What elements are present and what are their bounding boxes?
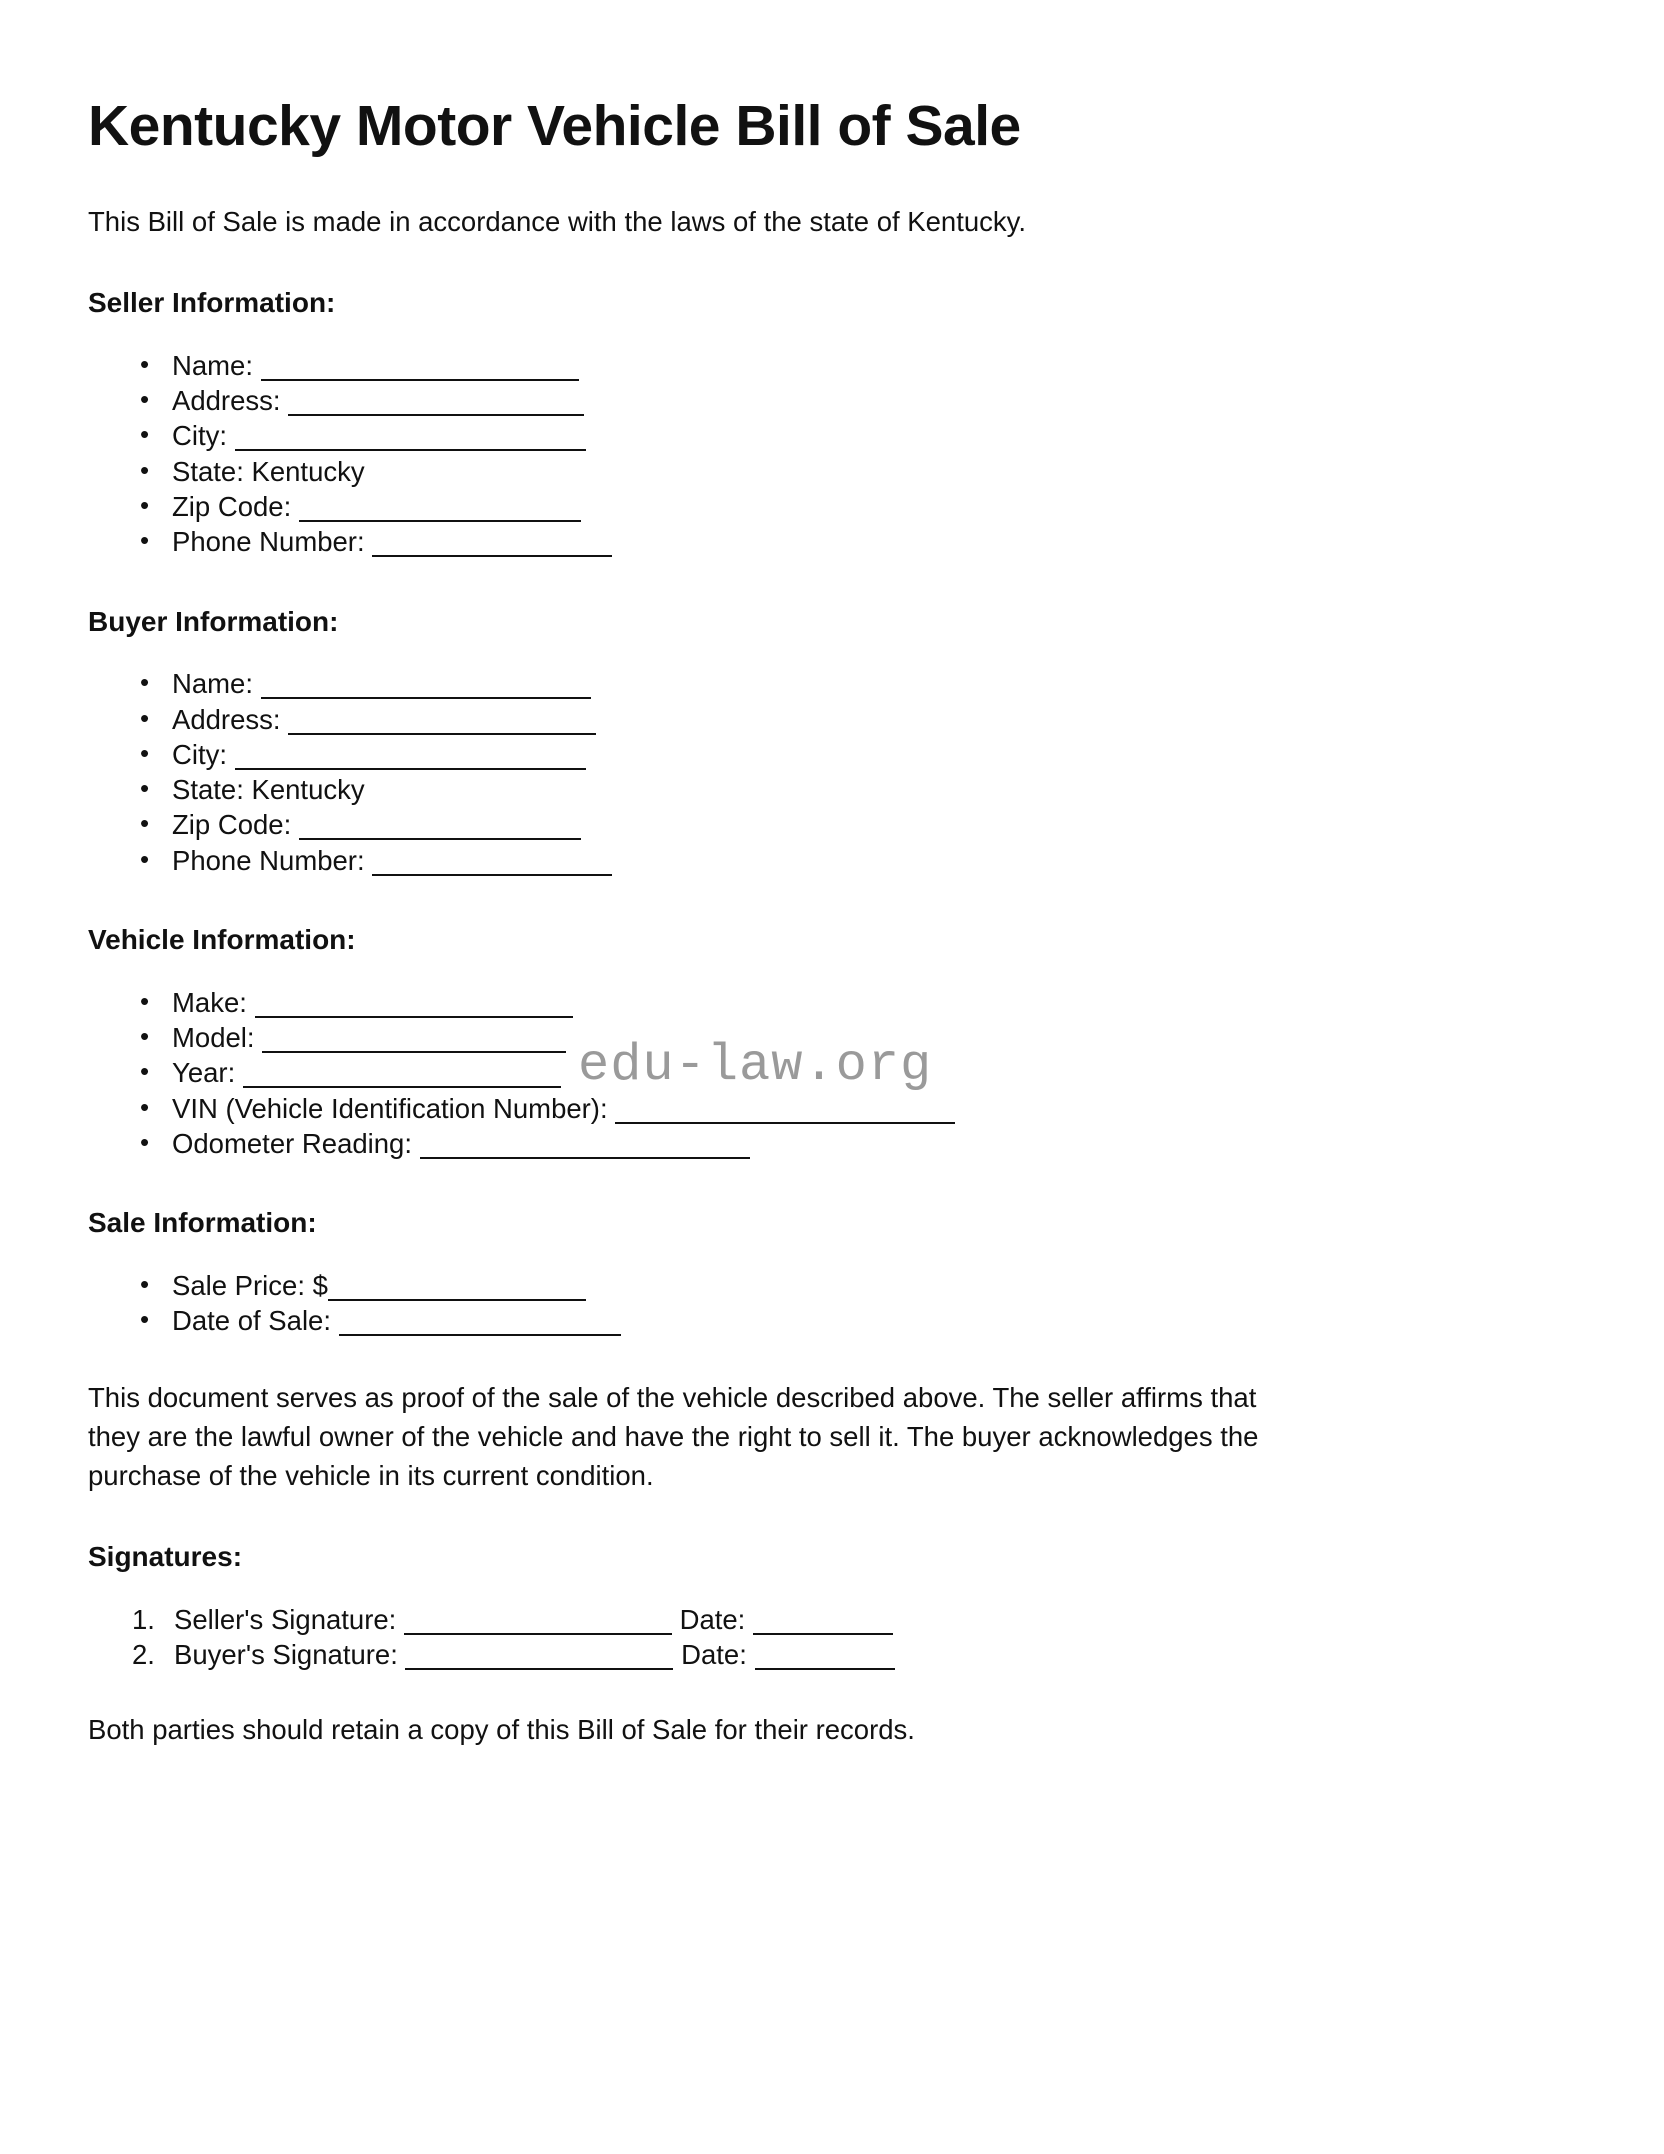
fill-in-blank[interactable] <box>372 874 612 876</box>
fill-in-blank[interactable] <box>255 1016 573 1018</box>
field-row <box>140 772 1578 807</box>
field-label: Date of Sale: <box>172 1304 331 1336</box>
field-label: Sale Price: $ <box>172 1269 328 1301</box>
field-row <box>140 1020 1578 1055</box>
fill-in-blank[interactable] <box>235 768 586 770</box>
field-row <box>140 1091 1578 1126</box>
signature-row <box>132 1602 1578 1637</box>
field-value: Kentucky <box>243 455 365 487</box>
field-label: Zip Code: <box>172 809 292 841</box>
intro-paragraph: This Bill of Sale is made in accordance with the laws of the state of Kentucky. <box>88 205 1027 237</box>
field-row <box>140 1126 1578 1161</box>
field-label: Address: <box>172 703 281 735</box>
closing-paragraph: Both parties should retain a copy of this Bill of Sale for their records. <box>88 1714 915 1746</box>
date-blank[interactable] <box>755 1668 895 1670</box>
body-paragraph: This document serves as proof of the sale of the vehicle described above. The seller affirms that they are the lawful owner of the vehicle and have the right to sell it. The buyer acknowledges the purchase of the vehicle in its current condition. <box>88 1382 1259 1492</box>
field-label: Make: <box>172 986 247 1018</box>
buyer-field-list <box>88 666 1578 878</box>
fill-in-blank[interactable] <box>261 697 591 699</box>
field-row <box>140 985 1578 1020</box>
field-label: State: <box>172 774 244 806</box>
sale-field-list <box>88 1268 1578 1339</box>
signature-label: Buyer's Signature: <box>174 1639 406 1671</box>
field-row <box>140 383 1578 418</box>
field-row <box>140 524 1578 559</box>
field-label: Name: <box>172 668 253 700</box>
field-row <box>140 454 1578 489</box>
signatures-section-heading: Signatures: <box>88 1541 243 1573</box>
document-content <box>88 96 1578 1749</box>
fill-in-blank[interactable] <box>243 1086 561 1088</box>
sale-section-heading: Sale Information: <box>88 1207 317 1239</box>
date-blank[interactable] <box>753 1633 893 1635</box>
vehicle-section-heading: Vehicle Information: <box>88 924 356 956</box>
fill-in-blank[interactable] <box>299 520 581 522</box>
fill-in-blank[interactable] <box>339 1334 621 1336</box>
field-label: City: <box>172 420 227 452</box>
date-label: Date: <box>673 1639 755 1671</box>
field-label: City: <box>172 738 227 770</box>
field-label: Model: <box>172 1021 255 1053</box>
seller-field-list <box>88 348 1578 560</box>
signature-blank[interactable] <box>404 1633 672 1635</box>
fill-in-blank[interactable] <box>235 449 586 451</box>
fill-in-blank[interactable] <box>372 555 612 557</box>
fill-in-blank[interactable] <box>288 414 584 416</box>
field-label: Address: <box>172 385 281 417</box>
buyer-section-heading: Buyer Information: <box>88 605 339 637</box>
signature-label: Seller's Signature: <box>174 1603 404 1635</box>
field-row <box>140 1055 1578 1090</box>
fill-in-blank[interactable] <box>299 838 581 840</box>
field-label: Name: <box>172 349 253 381</box>
field-label: State: <box>172 455 244 487</box>
field-row <box>140 807 1578 842</box>
seller-section-heading: Seller Information: <box>88 287 336 319</box>
field-label: Phone Number: <box>172 844 365 876</box>
field-row <box>140 702 1578 737</box>
signature-blank[interactable] <box>405 1668 673 1670</box>
fill-in-blank[interactable] <box>261 379 579 381</box>
fill-in-blank[interactable] <box>328 1299 586 1301</box>
field-row <box>140 489 1578 524</box>
vehicle-field-list <box>88 985 1578 1162</box>
date-label: Date: <box>671 1603 753 1635</box>
field-label: Odometer Reading: <box>172 1127 412 1159</box>
fill-in-blank[interactable] <box>288 733 596 735</box>
site-watermark: edu-law.org <box>578 1036 933 1095</box>
field-row <box>140 737 1578 772</box>
field-label: Phone Number: <box>172 526 365 558</box>
field-row <box>140 843 1578 878</box>
fill-in-blank[interactable] <box>262 1051 566 1053</box>
field-row <box>140 1303 1578 1338</box>
fill-in-blank[interactable] <box>615 1122 955 1124</box>
field-row <box>140 1268 1578 1303</box>
field-value: Kentucky <box>243 774 365 806</box>
signature-list <box>88 1602 1578 1673</box>
field-label: VIN (Vehicle Identification Number): <box>172 1092 608 1124</box>
field-row <box>140 418 1578 453</box>
fill-in-blank[interactable] <box>420 1157 750 1159</box>
field-row <box>140 348 1578 383</box>
field-label: Year: <box>172 1057 236 1089</box>
field-row <box>140 666 1578 701</box>
field-label: Zip Code: <box>172 491 292 523</box>
page-title: Kentucky Motor Vehicle Bill of Sale <box>88 94 1021 158</box>
signature-row <box>132 1637 1578 1672</box>
